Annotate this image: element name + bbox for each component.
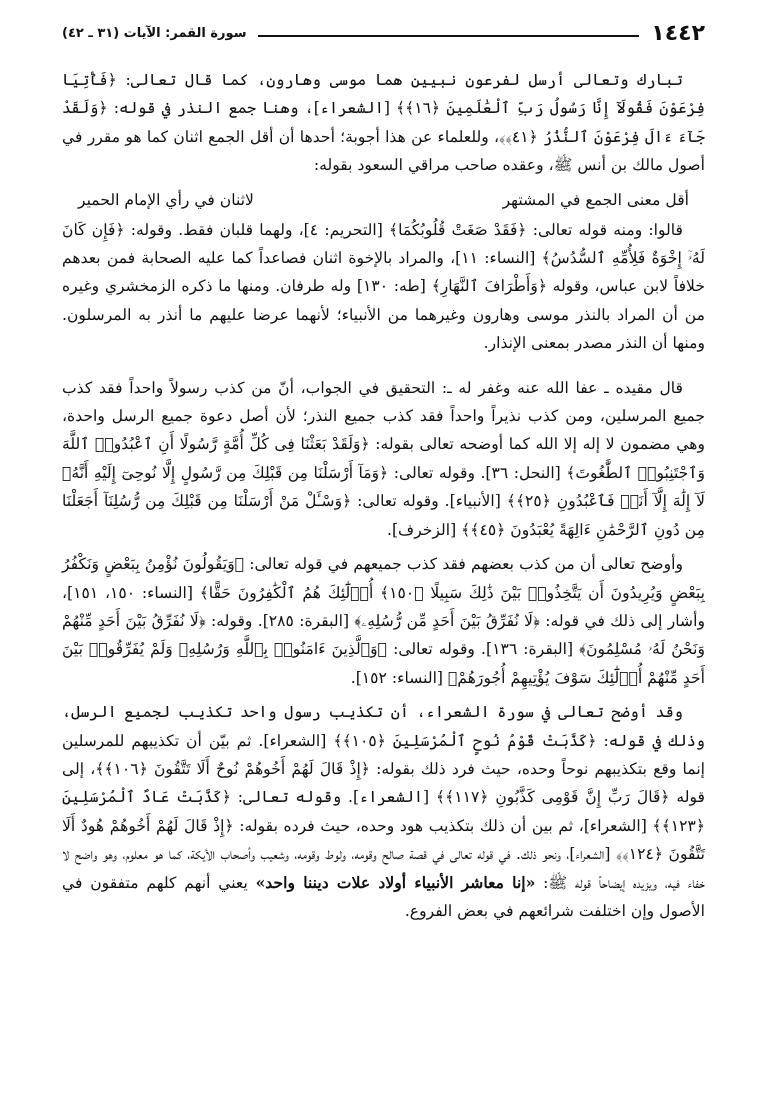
paragraph-1: تبارك وتعالى أرسل لفرعون نبيين هما موسى وهارون، كما قال تعالى: ﴿فَأْتِيَا فِرْعَوْنَ فَقُولَآ إِنَّا رَسُولُ رَبِّ ٱلْعَٰلَمِينَ ﴿١٦﴾﴾ [الشعراء]، وهنا جمع النذر في قوله: ﴿وَلَقَدْ جَآءَ ءَالَ فِرْعَوْنَ ٱلنُّذُرُ ﴿٤١﴾﴾، وللعلماء عن هذا أجوبة؛ أحدها أن أقل الجمع اثنان كما هو مقرر في أصول مالك بن أنس ﷺ، وعقده صاحب مراقي السعود بقوله: [62,71,705,175]
verse-first-hemistich: أقل معنى الجمع في المشتهر [502,190,689,209]
page-number: ١٤٤٢ [651,20,705,46]
paragraph-4: وأوضح تعالى أن من كذب بعضهم فقد كذب جميعهم في قوله تعالى: ﴿وَيَقُولُونَ نُؤْمِنُ بِبَعْضٍ وَنَكْفُرُ بِبَعْضٍ وَيُرِيدُونَ أَن يَتَّخِذُوا۟ بَيْنَ ذَٰلِكَ سَبِيلًا ﴿١٥٠﴾ أُو۟لَٰٓئِكَ هُمُ ٱلْكَٰفِرُونَ حَقًّا﴾ [النساء: ١٥٠، ١٥١]، وأشار إلى ذلك في قوله: ﴿لَا نُفَرِّقُ بَيْنَ أَحَدٍ مِّن رُّسُلِهِۦ﴾ [البقرة: ٢٨٥]. وقوله: ﴿لَا نُفَرِّقُ بَيْنَ أَحَدٍ مِّنْهُمْ وَنَحْنُ لَهُۥ مُسْلِمُونَ﴾ [البقرة: ١٣٦]. وقوله تعالى: ﴿وَٱلَّذِينَ ءَامَنُوا۟ بِٱللَّهِ وَرُسُلِهِۦ وَلَمْ يُفَرِّقُوا۟ بَيْنَ أَحَدٍ مِّنْهُمْ أُو۟لَٰٓئِكَ سَوْفَ يُؤْتِيهِمْ أُجُورَهُمْ﴾ [النساء: ١٥٢]. [62,555,706,687]
page-header [62,20,705,46]
paragraph-5 [62,698,705,925]
hadith-quote: «إنا معاشر الأنبياء أولاد علات ديننا واحد» [255,872,536,892]
verse-second-hemistich: لاثنان في رأي الإمام الحمير [78,190,254,209]
running-title: سورة القمر: الآيات (٣١ ـ ٤٢) [62,25,247,41]
page-body [62,66,705,931]
poem-verse [62,186,705,214]
paragraph-3: قال مقيده ـ عفا الله عنه وغفر له ـ: التحقيق في الجواب، أنّ من كذب رسولاً واحداً فقد كذب جميع المرسلين، ومن كذب نذيراً واحداً فقد كذب جميع النذر؛ لأن أصل دعوة جميع الرسل واحدة، وهي مضمون لا إله إلا الله كما أوضحه تعالى بقوله: ﴿وَلَقَدْ بَعَثْنَا فِى كُلِّ أُمَّةٍ رَّسُولًا أَنِ ٱعْبُدُوا۟ ٱللَّهَ وَٱجْتَنِبُوا۟ ٱلطَّٰغُوتَ﴾ [النحل: ٣٦]. وقوله تعالى: ﴿وَمَآ أَرْسَلْنَا مِن قَبْلِكَ مِن رَّسُولٍ إِلَّا نُوحِىٓ إِلَيْهِ أَنَّهُۥ لَآ إِلَٰهَ إِلَّآ أَنَا۠ فَٱعْبُدُونِ ﴿٢٥﴾﴾ [الأنبياء]. وقوله تعالى: ﴿وَسْـَٔلْ مَنْ أَرْسَلْنَا مِن قَبْلِكَ مِن رُّسُلِنَآ أَجَعَلْنَا مِن دُونِ ٱلرَّحْمَٰنِ ءَالِهَةً يُعْبَدُونَ ﴿٤٥﴾﴾ [الزخرف]. [62,378,706,539]
header-rule [258,35,639,37]
paragraph-2: قالوا: ومنه قوله تعالى: ﴿فَقَدْ صَغَتْ قُلُوبُكُمَا﴾ [التحريم: ٤]، ولهما قلبان فقط. وقوله: ﴿فَإِن كَانَ لَهُۥٓ إِخْوَةٌ فَلِأُمِّهِ ٱلسُّدُسُ﴾ [النساء: ١١]، والمراد بالإخوة اثنان فصاعداً كما عليه الصحابة فمن بعدهم خلافاً لابن عباس، وقوله ﴿وَأَطْرَافَ ٱلنَّهَارِ﴾ [طه: ١٣٠] وله طرفان. ومنها ما ذكره الزمخشري وغيره من أن المراد بالنذر موسى وهارون وغيرهما من الأنبياء؛ لأنهما عرضا عليهم ما أنذر به المرسلون. ومنها أن النذر مصدر بمعنى الإنذار. [62,220,705,353]
hadith-explanation: يعني أنهم كلهم متفقون في الأصول وإن اختلفت شرائعهم في بعض الفروع. [62,873,705,920]
paragraph-5-text: وقد أوضح تعالى في سورة الشعراء، أن تكذيب رسول واحد تكذيب لجميع الرسل، وذلك في قوله: ﴿كَذَّبَتْ قَوْمُ نُوحٍ ٱلْمُرْسَلِينَ ﴿١٠٥﴾﴾ [الشعراء]. ثم بيّن أن تكذيبهم للمرسلين إنما وقع بتكذيبهم نوحاً وحده، حيث فرد ذلك بقوله: ﴿إِذْ قَالَ لَهُمْ أَخُوهُمْ نُوحٌ أَلَا تَتَّقُونَ ﴿١٠٦﴾﴾، إلى قوله ﴿قَالَ رَبِّ إِنَّ قَوْمِى كَذَّبُونِ ﴿١١٧﴾﴾ [الشعراء]. وقوله تعالى: ﴿كَذَّبَتْ عَادٌ ٱلْمُرْسَلِينَ ﴿١٢٣﴾﴾ [الشعراء]، ثم بين أن ذلك بتكذيب هود وحده، حيث فرده بقوله: ﴿إِذْ قَالَ لَهُمْ أَخُوهُمْ هُودٌ أَلَا تَتَّقُونَ ﴿١٢٤﴾﴾ [الشعراء]، ونحو ذلك. في قوله تعالى في قصة صالح وقومه، ولوط وقومه، وشعيب وأصحاب الأيكة، كما هو معلوم، وهو واضح لا خفاء فيه، ويزيده إيضاحاً قوله ﷺ: [62,703,706,892]
paragraph-spacer [62,364,705,374]
